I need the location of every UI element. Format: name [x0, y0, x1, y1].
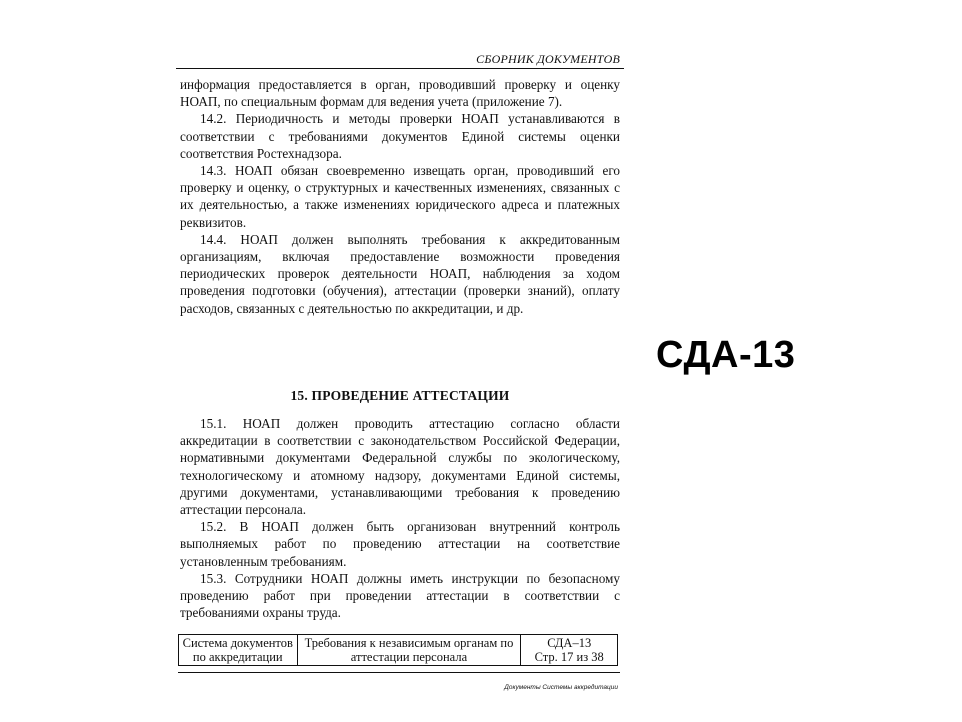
footer-rule — [178, 672, 620, 673]
paragraph-14-3: 14.3. НОАП обязан своевременно извещать орган, проводивший его проверку и оценку, о структурных и качественных изменениях, связанных с их деятельностью, а также изменениях юридического адреса и платежных реквизитов. — [180, 163, 620, 230]
running-head: СБОРНИК ДОКУМЕНТОВ — [476, 52, 620, 66]
stamp-code: СДА–13 — [547, 636, 592, 650]
scanned-document-page — [172, 40, 628, 700]
paragraph-15-1: 15.1. НОАП должен проводить аттестацию согласно области аккредитации в соответствии с законодательством Российской Федерации, нормативными документами Федеральной службы по экологическому, технологическому и атомному надзору, документами Единой системы, другими документами, устанавливающими требования к проведению аттестации персонала. — [180, 416, 620, 518]
body-text-bottom — [180, 415, 620, 621]
paragraph-14-4: 14.4. НОАП должен выполнять требования к аккредитованным организациям, включая предоставление возможности проведения периодических проверок деятельности НОАП, наблюдения за ходом проведения подготовки (обучения), аттестации (проверки знаний), оплату расходов, связанных с деятельностью по аккредитации, и др. — [180, 231, 620, 316]
body-text-top — [180, 76, 620, 317]
paragraph-15-2: 15.2. В НОАП должен быть организован внутренний контроль выполняемых работ по проведению аттестации на соответствие установленным требованиям. — [180, 519, 620, 569]
paragraph-15-3: 15.3. Сотрудники НОАП должны иметь инструкции по безопасному проведению работ при проведении аттестации в соответствии с требованиями охраны труда. — [180, 570, 620, 621]
document-stamp-table — [178, 634, 618, 666]
stamp-title: Требования к независимым органам по аттестации персонала — [297, 635, 521, 666]
stamp-code-page — [521, 635, 618, 666]
stamp-page: Стр. 17 из 38 — [534, 650, 604, 664]
footer-note: Документы Системы аккредитации — [504, 684, 618, 691]
paragraph-continuation: информация предоставляется в орган, проводивший проверку и оценку НОАП, по специальным формам для ведения учета (приложение 7). — [180, 77, 620, 110]
header-rule — [176, 68, 624, 69]
paragraph-14-2: 14.2. Периодичность и методы проверки НОАП устанавливаются в соответствии с требованиями документов Единой системы оценки соответствия Ростехнадзора. — [180, 111, 620, 161]
document-code-label: СДА-13 — [656, 334, 796, 376]
stamp-system: Система документов по аккредитации — [179, 635, 298, 666]
section-title: 15. ПРОВЕДЕНИЕ АТТЕСТАЦИИ — [290, 388, 510, 403]
